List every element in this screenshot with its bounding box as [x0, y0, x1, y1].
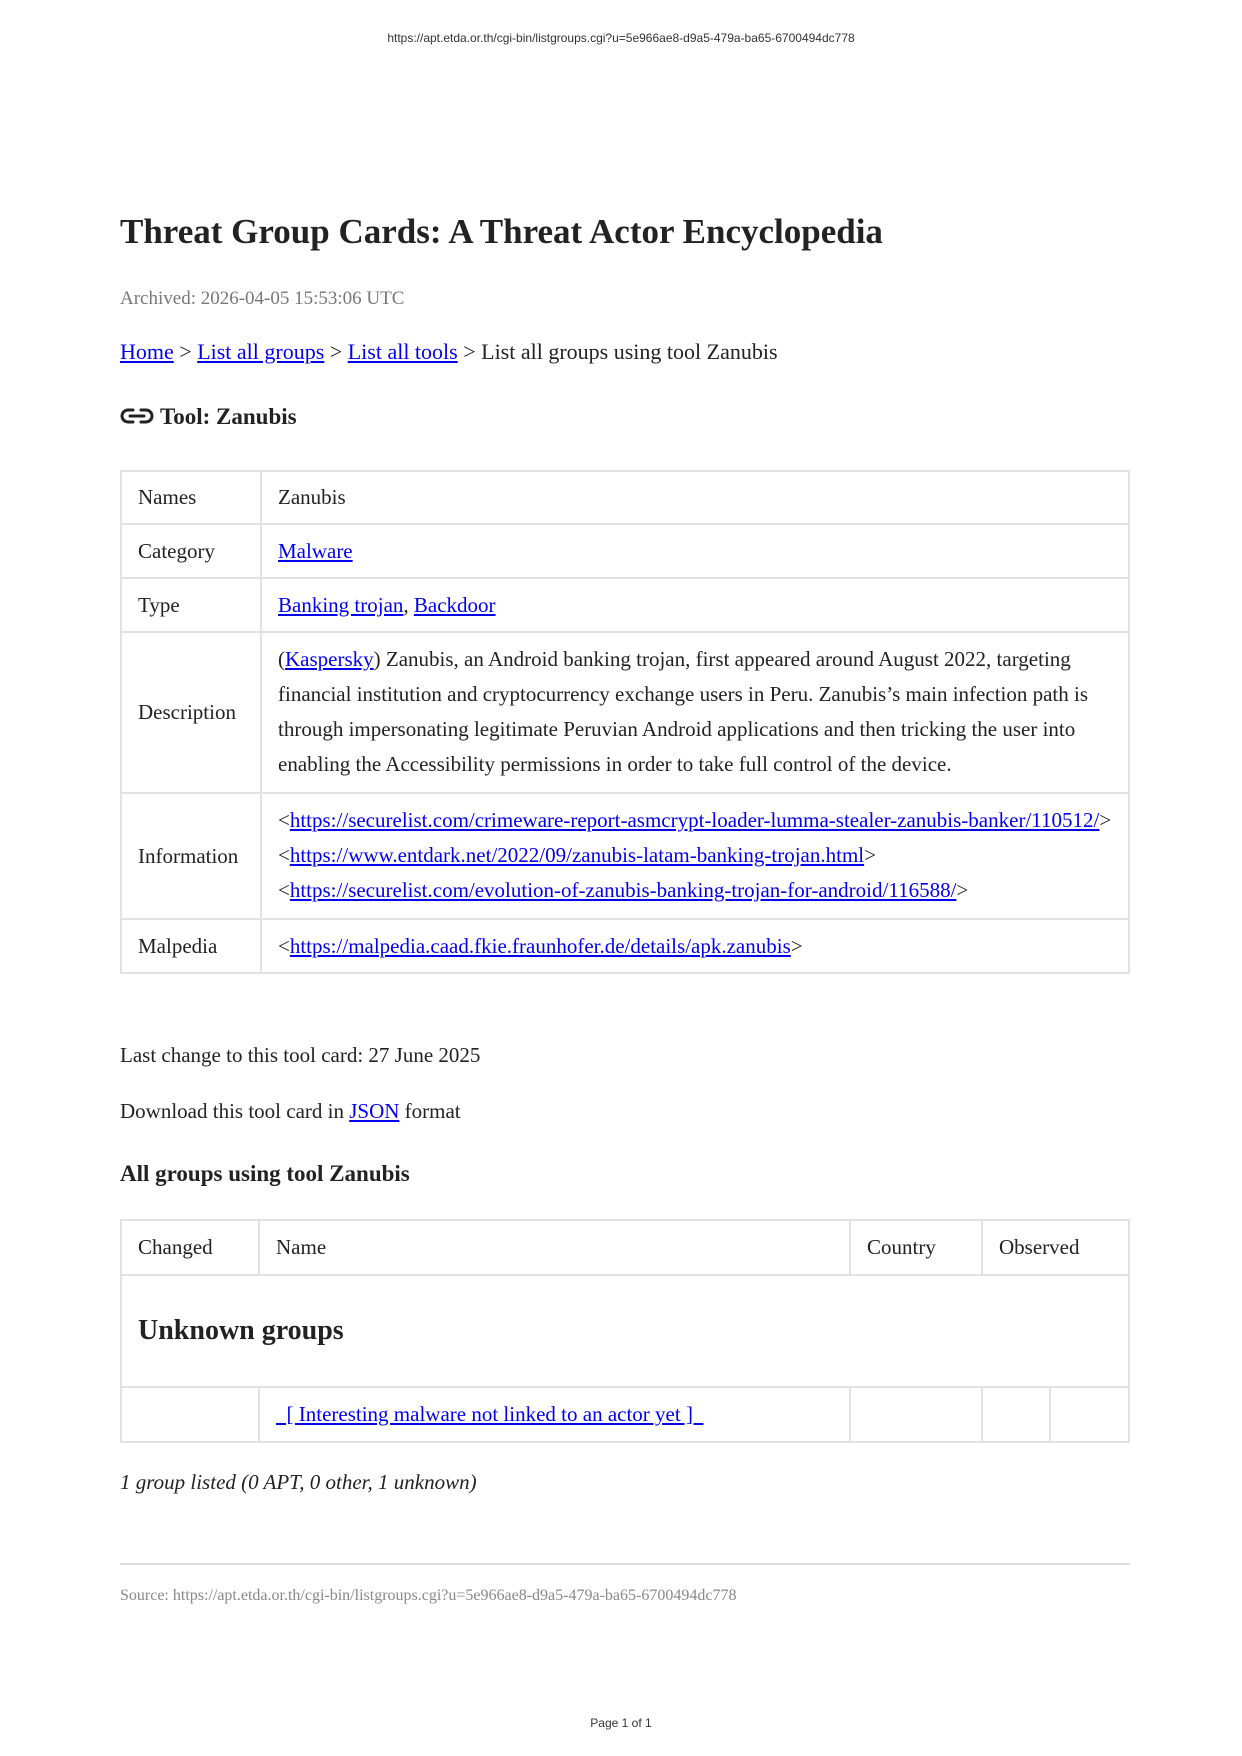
download-suffix: format [399, 1099, 461, 1123]
breadcrumb-current: > List all groups using tool Zanubis [457, 339, 778, 364]
information-link[interactable]: https://securelist.com/evolution-of-zanubis-banking-trojan-for-android/116588/ [289, 878, 957, 902]
row-label: Malpedia [121, 919, 261, 973]
row-label: Description [121, 632, 261, 793]
column-header-name: Name [259, 1220, 850, 1275]
page-title: Threat Group Cards: A Threat Actor Encyclopedia [120, 212, 883, 251]
tool-description-cell: (Kaspersky) Zanubis, an Android banking trojan, first appeared around August 2022, targeting financial institution and cryptocurrency exchange users in Peru. Zanubis’s main infection path is through impersonating legitimate Peruvian Android applications and then tricking the user into enabling the Accessibility permissions in order to take full control of the device. [261, 632, 1129, 793]
breadcrumb [120, 339, 778, 365]
tool-information-row [121, 793, 1129, 919]
row-label: Names [121, 471, 261, 524]
information-link[interactable]: https://securelist.com/crimeware-report-asmcrypt-loader-lumma-stealer-zanubis-banker/110512/ [289, 808, 1100, 832]
divider [120, 1563, 1130, 1565]
tool-category-cell [261, 524, 1129, 578]
category-link[interactable]: Malware [278, 538, 353, 563]
groups-table [120, 1219, 1130, 1443]
information-link[interactable]: https://www.entdark.net/2022/09/zanubis-latam-banking-trojan.html [289, 843, 865, 867]
group-extra-cell [1050, 1387, 1129, 1442]
row-label: Information [121, 793, 261, 919]
tool-type-row [121, 578, 1129, 632]
tool-heading-text: Tool: Zanubis [160, 404, 297, 429]
group-observed-cell [982, 1387, 1050, 1442]
groups-header-row [121, 1220, 1129, 1275]
last-change-text: Last change to this tool card: 27 June 2025 [120, 1043, 481, 1067]
tool-information-cell [261, 793, 1129, 919]
breadcrumb-home-link[interactable]: Home [120, 339, 174, 364]
column-header-observed: Observed [982, 1220, 1129, 1275]
tool-heading [120, 404, 297, 430]
json-download-link[interactable]: JSON [349, 1099, 400, 1123]
information-item: <https://securelist.com/evolution-of-zanubis-banking-trojan-for-android/116588/> [278, 878, 969, 902]
type-link[interactable]: Banking trojan [278, 592, 404, 617]
tool-names-row [121, 471, 1129, 524]
tool-info-table [120, 470, 1130, 974]
tool-category-row [121, 524, 1129, 578]
table-row [121, 1387, 1129, 1442]
breadcrumb-groups-link[interactable]: List all groups [197, 339, 325, 364]
tool-names-value: Zanubis [261, 471, 1129, 524]
download-line [120, 1099, 461, 1124]
group-name-cell [259, 1387, 850, 1442]
section-row [121, 1275, 1129, 1387]
breadcrumb-separator: > [324, 339, 348, 364]
malpedia-link[interactable]: https://malpedia.caad.fkie.fraunhofer.de/details/apk.zanubis [289, 933, 791, 958]
type-separator: , [403, 592, 414, 617]
description-source-link[interactable]: Kaspersky [285, 647, 374, 671]
column-header-changed: Changed [121, 1220, 259, 1275]
group-country-cell [850, 1387, 982, 1442]
tool-description-row [121, 632, 1129, 793]
description-text: Zanubis, an Android banking trojan, first appeared around August 2022, targeting financial institution and cryptocurrency exchange users in Peru. Zanubis’s main infection path is through impersonating legitimate Peruvian Android applications and then tricking the user into enabling the Accessibility permissions in order to take full control of the device. [278, 647, 1089, 776]
breadcrumb-tools-link[interactable]: List all tools [347, 339, 458, 364]
source-url: Source: https://apt.etda.or.th/cgi-bin/listgroups.cgi?u=5e966ae8-d9a5-479a-ba65-6700494dc778 [120, 1587, 737, 1604]
section-heading-unknown-groups: Unknown groups [121, 1275, 1129, 1387]
group-name-link[interactable]: [ Interesting malware not linked to an actor yet ] [276, 1402, 704, 1426]
row-label: Type [121, 578, 261, 632]
breadcrumb-separator: > [173, 339, 198, 364]
archived-timestamp: Archived: 2026-04-05 15:53:06 UTC [120, 288, 405, 309]
row-label: Category [121, 524, 261, 578]
information-item: <https://securelist.com/crimeware-report-asmcrypt-loader-lumma-stealer-zanubis-banker/110512/> [278, 808, 1112, 832]
information-item: <https://www.entdark.net/2022/09/zanubis-latam-banking-trojan.html> [278, 843, 876, 867]
group-changed-cell [121, 1387, 259, 1442]
type-link[interactable]: Backdoor [413, 592, 496, 617]
groups-summary: 1 group listed (0 APT, 0 other, 1 unknown) [120, 1470, 477, 1494]
print-header-url: https://apt.etda.or.th/cgi-bin/listgroups.cgi?u=5e966ae8-d9a5-479a-ba65-6700494dc778 [387, 31, 855, 45]
groups-heading: All groups using tool Zanubis [120, 1161, 410, 1186]
tool-malpedia-row [121, 919, 1129, 973]
tool-malpedia-cell: <https://malpedia.caad.fkie.fraunhofer.de/details/apk.zanubis> [261, 919, 1129, 973]
column-header-country: Country [850, 1220, 982, 1275]
tool-type-cell [261, 578, 1129, 632]
page-number: Page 1 of 1 [590, 1716, 652, 1730]
download-prefix: Download this tool card in [120, 1099, 350, 1123]
link-icon [120, 404, 160, 429]
